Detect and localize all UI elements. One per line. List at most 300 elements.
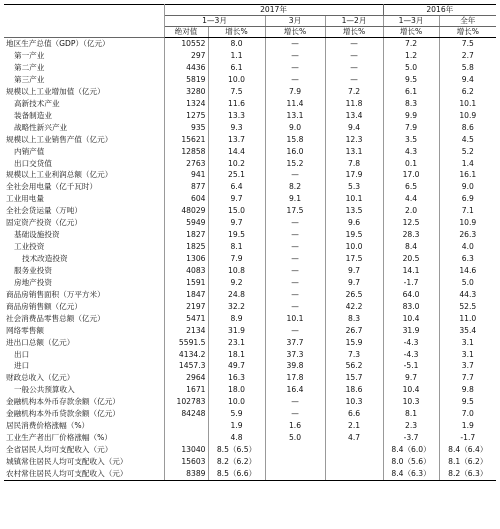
table-row <box>4 301 496 313</box>
growth-jan-feb-cell: 56.2 <box>325 360 383 372</box>
growth-2016-jan-mar-cell: 8.0（5.6） <box>383 456 439 468</box>
growth-mar-cell: 10.1 <box>265 313 325 325</box>
indicator-name-cell: 规模以上工业增加值（亿元） <box>4 86 164 98</box>
growth-2016-jan-mar-cell: 7.2 <box>383 38 439 50</box>
growth-mar-cell: 8.2 <box>265 181 325 193</box>
growth-jan-mar-cell: 9.7 <box>208 217 265 229</box>
absolute-value-cell: 5471 <box>164 313 208 325</box>
growth-mar-cell: 15.8 <box>265 134 325 146</box>
growth-2016-jan-mar-cell: 0.1 <box>383 157 439 169</box>
indicator-name-cell: 内销产值 <box>4 145 164 157</box>
growth-jan-mar-cell: 7.5 <box>208 86 265 98</box>
growth-2016-full-year-cell: 14.6 <box>459 265 477 275</box>
growth-2016-full-year-cell: 5.8 <box>461 63 474 73</box>
growth-jan-mar-cell: 23.1 <box>208 336 265 348</box>
absolute-value-cell: 102783 <box>164 396 208 408</box>
growth-jan-feb-cell: 8.3 <box>325 313 383 325</box>
growth-jan-mar-cell: 9.2 <box>208 277 265 289</box>
growth-2016-jan-mar-cell: 1.2 <box>383 50 439 62</box>
table-row <box>4 181 496 193</box>
growth-jan-feb-cell: 13.4 <box>325 110 383 122</box>
indicator-name-cell: 金融机构本外币存款余额（亿元） <box>4 396 164 408</box>
absolute-value-cell: 84248 <box>164 408 208 420</box>
growth-mar-cell <box>265 468 325 480</box>
absolute-value-cell: 1275 <box>164 110 208 122</box>
absolute-value-cell: 1457.3 <box>164 360 208 372</box>
growth-jan-mar-cell: 8.5（6.5） <box>208 444 265 456</box>
growth-jan-feb-cell: — <box>325 38 383 50</box>
header-row-years <box>4 5 496 16</box>
growth-2016-jan-mar-cell: 5.0 <box>383 62 439 74</box>
growth-2016-jan-mar-cell: 2.3 <box>383 420 439 432</box>
absolute-value-cell: 5591.5 <box>164 336 208 348</box>
growth-mar-cell: 39.8 <box>265 360 325 372</box>
growth-mar-cell: 15.2 <box>265 157 325 169</box>
growth-2016-jan-mar-cell: 64.0 <box>383 289 439 301</box>
absolute-value-cell: 8389 <box>164 468 208 480</box>
growth-2016-full-year-cell: 1.9 <box>461 421 474 431</box>
indicator-name-cell: 规模以上工业销售产值（亿元） <box>4 134 164 146</box>
table-row <box>4 468 496 480</box>
growth-jan-feb-cell: 10.3 <box>325 396 383 408</box>
growth-2016-full-year-cell: 3.1 <box>461 337 474 347</box>
metric-absolute-header: 绝对值 <box>164 27 208 38</box>
table-body <box>4 38 496 481</box>
growth-2016-full-year-cell: 10.1 <box>459 98 477 108</box>
growth-jan-feb-cell: — <box>325 62 383 74</box>
table-row <box>4 62 496 74</box>
table-row <box>4 444 496 456</box>
growth-jan-feb-cell: 17.9 <box>325 169 383 181</box>
absolute-value-cell: 13040 <box>164 444 208 456</box>
growth-2016-full-year-cell: 10.9 <box>459 218 477 228</box>
growth-jan-mar-cell: 13.7 <box>208 134 265 146</box>
growth-2016-full-year-cell: 8.2（6.3） <box>439 468 496 480</box>
indicator-name-cell: 服务业投资 <box>4 265 164 277</box>
growth-jan-mar-cell: 10.0 <box>208 74 265 86</box>
growth-jan-feb-cell: 26.7 <box>325 325 383 337</box>
absolute-value-cell: 48029 <box>164 205 208 217</box>
metric-growth-header: 增长% <box>325 27 383 38</box>
indicator-name-cell: 金融机构本外币贷款余额（亿元） <box>4 408 164 420</box>
growth-2016-jan-mar-cell: 8.4（6.3） <box>383 468 439 480</box>
growth-2016-jan-mar-cell: 9.5 <box>383 74 439 86</box>
growth-mar-cell: — <box>265 38 325 50</box>
growth-jan-feb-cell: 15.7 <box>325 372 383 384</box>
absolute-value-cell: 3280 <box>164 86 208 98</box>
table-row <box>4 336 496 348</box>
table-row <box>4 432 496 444</box>
absolute-value-cell: 5949 <box>164 217 208 229</box>
growth-2016-full-year-cell: 52.5 <box>459 301 477 311</box>
growth-jan-mar-cell: 13.3 <box>208 110 265 122</box>
absolute-value-cell: 941 <box>164 169 208 181</box>
indicator-name-cell: 工业用电量 <box>4 193 164 205</box>
growth-2016-jan-mar-cell: 14.1 <box>383 265 439 277</box>
growth-jan-feb-cell <box>325 444 383 456</box>
growth-jan-feb-cell: 18.6 <box>325 384 383 396</box>
table-row <box>4 157 496 169</box>
growth-jan-feb-cell: 9.7 <box>325 265 383 277</box>
year-2016-header: 2016年 <box>383 5 496 16</box>
growth-2016-full-year-cell: 9.8 <box>461 385 474 395</box>
growth-jan-feb-cell: 10.1 <box>325 193 383 205</box>
table-row <box>4 325 496 337</box>
absolute-value-cell: 4134.2 <box>164 348 208 360</box>
period-full-year-header: 全年 <box>439 16 496 27</box>
growth-mar-cell: — <box>265 217 325 229</box>
growth-jan-mar-cell: 8.1 <box>208 241 265 253</box>
growth-mar-cell: 17.8 <box>265 372 325 384</box>
growth-mar-cell: 37.3 <box>265 348 325 360</box>
growth-jan-mar-cell: 11.6 <box>208 98 265 110</box>
growth-jan-mar-cell: 15.0 <box>208 205 265 217</box>
indicator-name-cell: 第一产业 <box>4 50 164 62</box>
indicator-name-cell: 工业生产者出厂价格涨幅（%） <box>4 432 164 444</box>
growth-mar-cell: 11.4 <box>265 98 325 110</box>
growth-jan-feb-cell: 9.6 <box>325 217 383 229</box>
growth-mar-cell: 9.0 <box>265 122 325 134</box>
indicator-name-cell: 战略性新兴产业 <box>4 122 164 134</box>
indicator-name-cell: 固定资产投资（亿元） <box>4 217 164 229</box>
growth-jan-feb-cell: 13.1 <box>325 145 383 157</box>
growth-2016-jan-mar-cell: 12.5 <box>383 217 439 229</box>
period-mar-header: 3月 <box>265 16 325 27</box>
absolute-value-cell: 4436 <box>164 62 208 74</box>
table-row <box>4 289 496 301</box>
growth-2016-full-year-cell: 8.1（6.2） <box>448 456 488 466</box>
growth-2016-jan-mar-cell: 10.3 <box>383 396 439 408</box>
growth-2016-jan-mar-cell: -5.1 <box>383 360 439 372</box>
table-row <box>4 86 496 98</box>
indicator-name-cell: 城镇常住居民人均可支配收入（元） <box>4 456 164 468</box>
indicator-name-cell: 地区生产总值（GDP）（亿元） <box>4 38 164 50</box>
indicator-name-cell: 规模以上工业利润总额（亿元） <box>4 169 164 181</box>
absolute-value-cell: 10552 <box>164 38 208 50</box>
table-row <box>4 456 496 468</box>
growth-jan-mar-cell: 6.4 <box>208 181 265 193</box>
table-row <box>4 241 496 253</box>
metric-growth-header: 增长% <box>383 27 439 38</box>
growth-jan-mar-cell: 18.0 <box>208 384 265 396</box>
indicator-name-cell: 工业投资 <box>4 241 164 253</box>
growth-mar-cell: 37.7 <box>265 336 325 348</box>
table-row <box>4 134 496 146</box>
indicator-name-cell: 全社会用电量（亿千瓦时） <box>4 181 164 193</box>
growth-jan-feb-cell: 15.9 <box>325 336 383 348</box>
growth-2016-full-year-cell: 9.4 <box>461 74 474 84</box>
growth-mar-cell: 9.1 <box>265 193 325 205</box>
growth-2016-full-year-cell: 16.1 <box>459 170 477 180</box>
growth-jan-mar-cell: 10.0 <box>208 396 265 408</box>
growth-jan-mar-cell: 31.9 <box>208 325 265 337</box>
absolute-value-cell: 5819 <box>164 74 208 86</box>
growth-2016-full-year-cell: 7.5 <box>461 39 474 49</box>
table-row <box>4 253 496 265</box>
indicator-name-cell: 基础设施投资 <box>4 229 164 241</box>
growth-2016-full-year-cell: 6.3 <box>461 254 474 264</box>
growth-2016-jan-mar-cell: 17.0 <box>383 169 439 181</box>
growth-jan-feb-cell: 11.8 <box>325 98 383 110</box>
table-row <box>4 396 496 408</box>
indicator-name-cell: 进口 <box>4 360 164 372</box>
growth-jan-mar-cell: 8.5（6.6） <box>208 468 265 480</box>
growth-jan-feb-cell: 42.2 <box>325 301 383 313</box>
growth-jan-feb-cell: 10.0 <box>325 241 383 253</box>
table-row <box>4 122 496 134</box>
growth-jan-mar-cell: 9.7 <box>208 193 265 205</box>
growth-jan-feb-cell: 7.3 <box>325 348 383 360</box>
growth-jan-feb-cell <box>325 468 383 480</box>
table-row <box>4 420 496 432</box>
absolute-value-cell: 2964 <box>164 372 208 384</box>
growth-2016-full-year-cell: 35.4 <box>459 325 477 335</box>
economic-indicators-table <box>4 4 496 481</box>
absolute-value-cell: 604 <box>164 193 208 205</box>
indicator-name-cell: 出口 <box>4 348 164 360</box>
indicator-name-cell: 商品房销售面积（万平方米） <box>4 289 164 301</box>
growth-jan-feb-cell: 9.7 <box>325 277 383 289</box>
growth-jan-mar-cell: 19.5 <box>208 229 265 241</box>
table-row <box>4 217 496 229</box>
table-row <box>4 384 496 396</box>
growth-2016-full-year-cell: 7.0 <box>461 409 474 419</box>
growth-mar-cell <box>265 456 325 468</box>
growth-jan-feb-cell: 2.1 <box>325 420 383 432</box>
table-row <box>4 145 496 157</box>
growth-2016-jan-mar-cell: 6.5 <box>383 181 439 193</box>
growth-mar-cell: 16.4 <box>265 384 325 396</box>
absolute-value-cell: 1825 <box>164 241 208 253</box>
absolute-value-cell: 15603 <box>164 456 208 468</box>
growth-2016-full-year-cell: 8.6 <box>461 122 474 132</box>
table-row <box>4 205 496 217</box>
growth-jan-mar-cell: 9.3 <box>208 122 265 134</box>
absolute-value-cell: 1671 <box>164 384 208 396</box>
growth-2016-full-year-cell: 5.2 <box>461 146 474 156</box>
growth-2016-jan-mar-cell: 10.4 <box>383 384 439 396</box>
growth-mar-cell: — <box>265 265 325 277</box>
growth-mar-cell: — <box>265 289 325 301</box>
growth-jan-feb-cell: 4.7 <box>325 432 383 444</box>
year-2017-header: 2017年 <box>164 5 383 16</box>
absolute-value-cell: 12858 <box>164 145 208 157</box>
growth-2016-full-year-cell: 44.3 <box>459 289 477 299</box>
metric-growth-header: 增长% <box>439 27 496 38</box>
growth-2016-full-year-cell: 4.0 <box>461 242 474 252</box>
table-row <box>4 169 496 181</box>
table-row <box>4 313 496 325</box>
growth-2016-full-year-cell: 10.9 <box>459 110 477 120</box>
growth-mar-cell: — <box>265 253 325 265</box>
table-row <box>4 50 496 62</box>
growth-mar-cell: 1.6 <box>265 420 325 432</box>
absolute-value-cell: 1324 <box>164 98 208 110</box>
indicator-name-cell: 居民消费价格涨幅（%） <box>4 420 164 432</box>
indicator-name-cell: 第三产业 <box>4 74 164 86</box>
growth-2016-jan-mar-cell: -3.7 <box>383 432 439 444</box>
growth-jan-mar-cell: 6.1 <box>208 62 265 74</box>
growth-jan-mar-cell: 25.1 <box>208 169 265 181</box>
growth-jan-mar-cell: 8.9 <box>208 313 265 325</box>
growth-2016-full-year-cell: -1.7 <box>460 433 476 443</box>
growth-2016-full-year-cell: 1.4 <box>461 158 474 168</box>
absolute-value-cell: 2763 <box>164 157 208 169</box>
growth-2016-jan-mar-cell: 8.1 <box>383 408 439 420</box>
growth-2016-jan-mar-cell: -1.7 <box>383 277 439 289</box>
indicator-name-cell: 技术改造投资 <box>4 253 164 265</box>
growth-mar-cell: 17.5 <box>265 205 325 217</box>
growth-2016-jan-mar-cell: 8.4 <box>383 241 439 253</box>
growth-2016-jan-mar-cell: 4.4 <box>383 193 439 205</box>
growth-jan-mar-cell: 14.4 <box>208 145 265 157</box>
growth-mar-cell: — <box>265 241 325 253</box>
growth-mar-cell: 5.0 <box>265 432 325 444</box>
growth-2016-jan-mar-cell: -4.3 <box>383 336 439 348</box>
growth-mar-cell: — <box>265 50 325 62</box>
growth-2016-full-year-cell: 11.0 <box>459 313 477 323</box>
growth-jan-feb-cell <box>325 456 383 468</box>
indicator-name-cell: 全社会货运量（万吨） <box>4 205 164 217</box>
period-jan-mar-2016-header: 1—3月 <box>383 16 439 27</box>
growth-jan-mar-cell: 4.8 <box>208 432 265 444</box>
indicator-name-cell: 第二产业 <box>4 62 164 74</box>
absolute-value-cell: 15621 <box>164 134 208 146</box>
growth-2016-full-year-cell: 6.2 <box>461 86 474 96</box>
growth-mar-cell: — <box>265 74 325 86</box>
growth-jan-feb-cell: 9.4 <box>325 122 383 134</box>
growth-jan-feb-cell: 17.5 <box>325 253 383 265</box>
growth-jan-feb-cell: — <box>325 74 383 86</box>
growth-2016-full-year-cell: 6.9 <box>461 194 474 204</box>
growth-2016-full-year-cell: 3.1 <box>461 349 474 359</box>
absolute-value-cell <box>164 420 208 432</box>
growth-jan-mar-cell: 5.9 <box>208 408 265 420</box>
growth-mar-cell: — <box>265 408 325 420</box>
growth-jan-mar-cell: 8.0 <box>208 38 265 50</box>
growth-jan-feb-cell: 5.3 <box>325 181 383 193</box>
growth-mar-cell <box>265 444 325 456</box>
growth-2016-full-year-cell: 9.5 <box>461 397 474 407</box>
indicator-name-cell: 进出口总额（亿元） <box>4 336 164 348</box>
growth-2016-jan-mar-cell: 6.1 <box>383 86 439 98</box>
indicator-name-cell: 一般公共预算收入 <box>4 384 164 396</box>
table-row <box>4 98 496 110</box>
indicator-name-cell: 社会消费品零售总额（亿元） <box>4 313 164 325</box>
growth-2016-full-year-cell: 7.1 <box>461 206 474 216</box>
growth-jan-mar-cell: 1.1 <box>208 50 265 62</box>
absolute-value-cell: 877 <box>164 181 208 193</box>
period-jan-mar-header: 1—3月 <box>164 16 265 27</box>
growth-jan-feb-cell: 12.3 <box>325 134 383 146</box>
growth-2016-jan-mar-cell: 3.5 <box>383 134 439 146</box>
growth-mar-cell: — <box>265 229 325 241</box>
indicator-name-cell: 商品房销售额（亿元） <box>4 301 164 313</box>
absolute-value-cell: 2134 <box>164 325 208 337</box>
absolute-value-cell: 297 <box>164 50 208 62</box>
absolute-value-cell: 1827 <box>164 229 208 241</box>
table-row <box>4 408 496 420</box>
growth-jan-mar-cell: 32.2 <box>208 301 265 313</box>
growth-2016-full-year-cell: 9.0 <box>461 182 474 192</box>
table-row <box>4 229 496 241</box>
table-row <box>4 277 496 289</box>
growth-mar-cell: — <box>265 301 325 313</box>
growth-2016-jan-mar-cell: 4.3 <box>383 145 439 157</box>
absolute-value-cell: 2197 <box>164 301 208 313</box>
growth-2016-full-year-cell: 5.0 <box>461 277 474 287</box>
table-row <box>4 38 496 50</box>
growth-mar-cell: 7.9 <box>265 86 325 98</box>
growth-mar-cell: — <box>265 169 325 181</box>
growth-jan-mar-cell: 10.8 <box>208 265 265 277</box>
indicator-header-cell <box>4 5 164 38</box>
growth-jan-feb-cell: 13.5 <box>325 205 383 217</box>
growth-2016-jan-mar-cell: 9.7 <box>383 372 439 384</box>
growth-jan-mar-cell: 7.9 <box>208 253 265 265</box>
growth-mar-cell: — <box>265 277 325 289</box>
indicator-name-cell: 全省居民人均可支配收入（元） <box>4 444 164 456</box>
indicator-name-cell: 出口交货值 <box>4 157 164 169</box>
growth-jan-mar-cell: 49.7 <box>208 360 265 372</box>
growth-jan-feb-cell: 7.8 <box>325 157 383 169</box>
growth-mar-cell: — <box>265 62 325 74</box>
table-row <box>4 265 496 277</box>
growth-2016-jan-mar-cell: 31.9 <box>383 325 439 337</box>
indicator-name-cell: 房地产投资 <box>4 277 164 289</box>
growth-2016-full-year-cell: 7.7 <box>461 373 474 383</box>
growth-2016-jan-mar-cell: 10.4 <box>383 313 439 325</box>
growth-2016-jan-mar-cell: 2.0 <box>383 205 439 217</box>
absolute-value-cell: 1847 <box>164 289 208 301</box>
absolute-value-cell: 1591 <box>164 277 208 289</box>
growth-2016-jan-mar-cell: 20.5 <box>383 253 439 265</box>
table-row <box>4 372 496 384</box>
table-row <box>4 110 496 122</box>
growth-2016-full-year-cell: 26.3 <box>459 230 477 240</box>
growth-2016-full-year-cell: 2.7 <box>461 51 474 61</box>
indicator-name-cell: 农村常住居民人均可支配收入（元） <box>4 468 164 480</box>
growth-jan-feb-cell: 7.2 <box>325 86 383 98</box>
period-jan-feb-header: 1—2月 <box>325 16 383 27</box>
growth-2016-full-year-cell: 3.7 <box>461 361 474 371</box>
absolute-value-cell <box>164 432 208 444</box>
growth-mar-cell: 13.1 <box>265 110 325 122</box>
growth-2016-jan-mar-cell: -4.3 <box>383 348 439 360</box>
growth-mar-cell: — <box>265 325 325 337</box>
growth-jan-mar-cell: 10.2 <box>208 157 265 169</box>
growth-mar-cell: 16.0 <box>265 145 325 157</box>
growth-2016-full-year-cell: 8.4（6.4） <box>448 445 488 455</box>
absolute-value-cell: 4083 <box>164 265 208 277</box>
growth-2016-jan-mar-cell: 8.4（6.0） <box>383 444 439 456</box>
growth-2016-jan-mar-cell: 9.9 <box>383 110 439 122</box>
absolute-value-cell: 1306 <box>164 253 208 265</box>
table-row <box>4 348 496 360</box>
growth-2016-jan-mar-cell: 8.3 <box>383 98 439 110</box>
table-row <box>4 193 496 205</box>
table-row <box>4 360 496 372</box>
growth-jan-feb-cell: 26.5 <box>325 289 383 301</box>
indicator-name-cell: 高新技术产业 <box>4 98 164 110</box>
metric-growth-header: 增长% <box>265 27 325 38</box>
growth-jan-feb-cell: 6.6 <box>325 408 383 420</box>
growth-jan-mar-cell: 16.3 <box>208 372 265 384</box>
indicator-name-cell: 网络零售额 <box>4 325 164 337</box>
growth-2016-jan-mar-cell: 28.3 <box>383 229 439 241</box>
growth-2016-full-year-cell: 4.5 <box>461 134 474 144</box>
growth-jan-mar-cell: 18.1 <box>208 348 265 360</box>
